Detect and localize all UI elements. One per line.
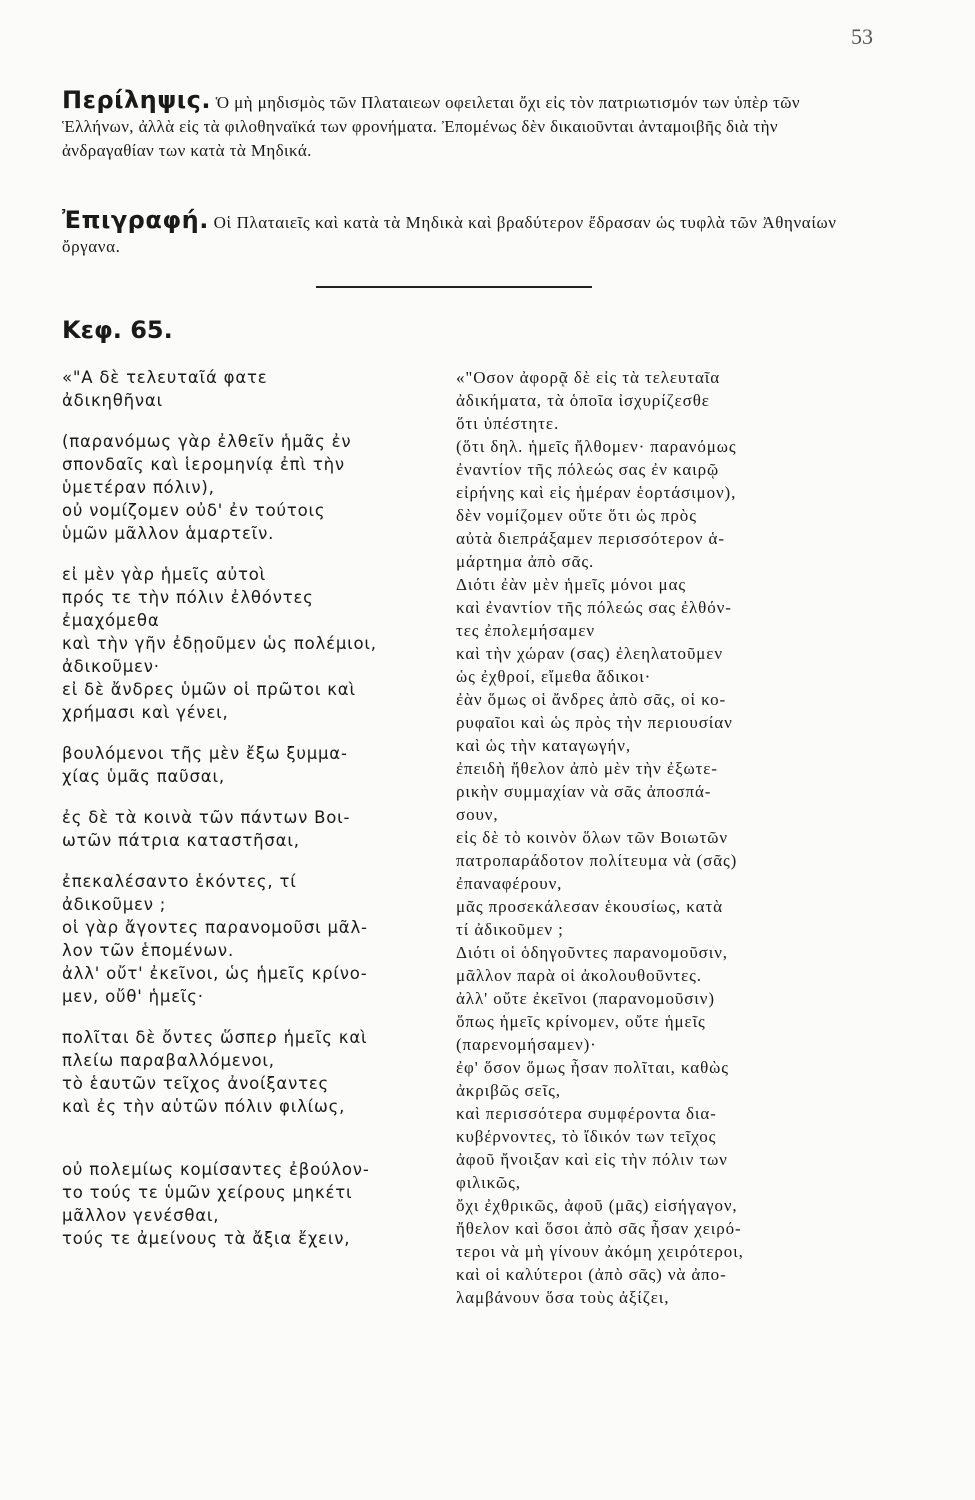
original-paragraph: εἰ μὲν γὰρ ἡμεῖς αὐτοὶ πρός τε τὴν πόλιν ἐλθόντες ἐμαχόμεθα καὶ τὴν γῆν ἐδῃοῦμεν ὡς πολέμιοι, ἀδικοῦμεν· εἰ δὲ ἄνδρες ὑμῶν οἱ πρῶτοι καὶ χρήμασι καὶ γένει,: [62, 565, 377, 722]
original-paragraph: (παρανόμως γὰρ ἐλθεῖν ἡμᾶς ἐν σπονδαῖς καὶ ἱερομηνίᾳ ἐπὶ τὴν ὑμετέραν πόλιν), οὐ νομίζομεν οὐδ' ἐν τούτοις ὑμῶν μᾶλλον ἁμαρτεῖν.: [62, 432, 352, 543]
translation-paragraph: ἐφ' ὅσον ὅμως ἦσαν πολῖται, καθὼς ἀκριβῶς σεῖς, καὶ περισσότερα συμφέροντα δια- κυβέρνοντες, τὸ ἴδικόν των τεῖχος ἀφοῦ ἤνοιξαν καὶ εἰς τὴν πόλιν των φιλικῶς,: [456, 1058, 729, 1192]
original-paragraph: βουλόμενοι τῆς μὲν ἔξω ξυμμα- χίας ὑμᾶς παῦσαι,: [62, 744, 348, 786]
translation-column: [456, 366, 876, 1309]
translation-paragraph: μᾶς προσεκάλεσαν ἑκουσίως, κατὰ τί ἀδικοῦμεν ; Διότι οἱ ὁδηγοῦντες παρανομοῦσιν, μᾶλλον παρὰ οἱ ἀκολουθοῦντες. ἀλλ' οὔτε ἐκεῖνοι (παρανομοῦσιν) ὅπως ἡμεῖς κρίνομεν, οὔτε ἡμεῖς (παρενομήσαμεν)·: [456, 897, 728, 1054]
summary-text: Ὁ μὴ μηδισμὸς τῶν Πλαταιεων οφειλεται ὄχι εἰς τὸν πατριωτισμόν των ὑπὲρ τῶν Ἑλλήνων, ἀλλὰ εἰς τὰ φιλοθηναϊκά των φρονήματα. Ἐπομένως δὲν δικαιοῦνται ἀνταμοιβῆς διὰ τὴν ἀνδραγαθίαν των κατὰ τὰ Μηδικά.: [62, 93, 800, 160]
summary-label: Περίληψις.: [62, 86, 211, 114]
original-paragraph: πολῖται δὲ ὄντες ὥσπερ ἡμεῖς καὶ πλείω παραβαλλόμενοι, τὸ ἑαυτῶν τεῖχος ἀνοίξαντες καὶ ἐς τὴν αὑτῶν πόλιν φιλίως,: [62, 1028, 368, 1116]
original-text-column: [62, 366, 450, 1266]
epigraph-paragraph: [62, 208, 874, 259]
page-number: 53: [851, 24, 873, 49]
translation-paragraph: ὄχι ἐχθρικῶς, ἀφοῦ (μᾶς) εἰσήγαγον, ἤθελον καὶ ὅσοι ἀπὸ σᾶς ἦσαν χειρό- τεροι νὰ μὴ γίνουν ἀκόμη χειρότεροι, καὶ οἱ καλύτεροι (ἀπὸ σᾶς) νὰ ἀπο- λαμβάνουν ὅσα τοὺς ἀξίζει,: [456, 1196, 744, 1307]
original-paragraph: οὐ πολεμίως κομίσαντες ἐβούλον- το τούς τε ὑμῶν χείρους μηκέτι μᾶλλον γενέσθαι, τούς τε ἀμείνους τὰ ἄξια ἔχειν,: [62, 1160, 370, 1248]
original-paragraph: ἐπεκαλέσαντο ἑκόντες, τί ἀδικοῦμεν ; οἱ γὰρ ἄγοντες παρανομοῦσι μᾶλ- λον τῶν ἑπομένων. ἀλλ' οὔτ' ἐκεῖνοι, ὡς ἡμεῖς κρίνο- μεν, οὔθ' ἡμεῖς·: [62, 872, 368, 1006]
original-paragraph: ἐς δὲ τὰ κοινὰ τῶν πάντων Βοι- ωτῶν πάτρια καταστῆσαι,: [62, 808, 351, 850]
epigraph-label: Ἐπιγραφή.: [62, 206, 209, 234]
original-paragraph: «"Α δὲ τελευταῖά φατε ἀδικηθῆναι: [62, 368, 268, 410]
translation-paragraph: ἐπειδὴ ἤθελον ἀπὸ μὲν τὴν ἐξωτε- ρικὴν συμμαχίαν νὰ σᾶς ἀποσπά- σουν,: [456, 759, 718, 824]
translation-paragraph: Διότι ἐὰν μὲν ἡμεῖς μόνοι μας καὶ ἐναντίον τῆς πόλεώς σας ἐλθόν- τες ἐπολεμήσαμεν καὶ τὴν χώραν (σας) ἐλεηλατοῦμεν ὡς ἐχθροί, εἴμεθα ἄδικοι· ἐὰν ὅμως οἱ ἄνδρες ἀπὸ σᾶς, οἱ κο- ρυφαῖοι καὶ ὡς πρὸς τὴν περιουσίαν καὶ ὡς τὴν καταγωγήν,: [456, 575, 733, 755]
chapter-heading: Κεφ. 65.: [62, 316, 173, 344]
translation-paragraph: «"Οσον ἀφορᾷ δὲ εἰς τὰ τελευταῖα ἀδικήματα, τὰ ὁποῖα ἰσχυρίζεσθε ὅτι ὑπέστητε.: [456, 368, 721, 433]
summary-paragraph: [62, 88, 874, 163]
epigraph-text: Οἱ Πλαταιεῖς καὶ κατὰ τὰ Μηδικὰ καὶ βραδύτερον ἔδρασαν ὡς τυφλὰ τῶν Ἀθηναίων ὄργανα.: [62, 213, 837, 256]
translation-paragraph: εἰς δὲ τὸ κοινὸν ὅλων τῶν Βοιωτῶν πατροπαράδοτον πολίτευμα νὰ (σᾶς) ἐπαναφέρουν,: [456, 828, 738, 893]
translation-paragraph: (ὅτι δηλ. ἡμεῖς ἤλθομεν· παρανόμως ἐναντίον τῆς πόλεώς σας ἐν καιρῷ εἰρήνης καὶ εἰς ἡμέραν ἑορτάσιμον), δὲν νομίζομεν οὔτε ὅτι ὡς πρὸς αὐτὰ διεπράξαμεν περισσότερον ἁ- μάρτημα ἀπὸ σᾶς.: [456, 437, 737, 571]
section-divider: [316, 286, 592, 288]
